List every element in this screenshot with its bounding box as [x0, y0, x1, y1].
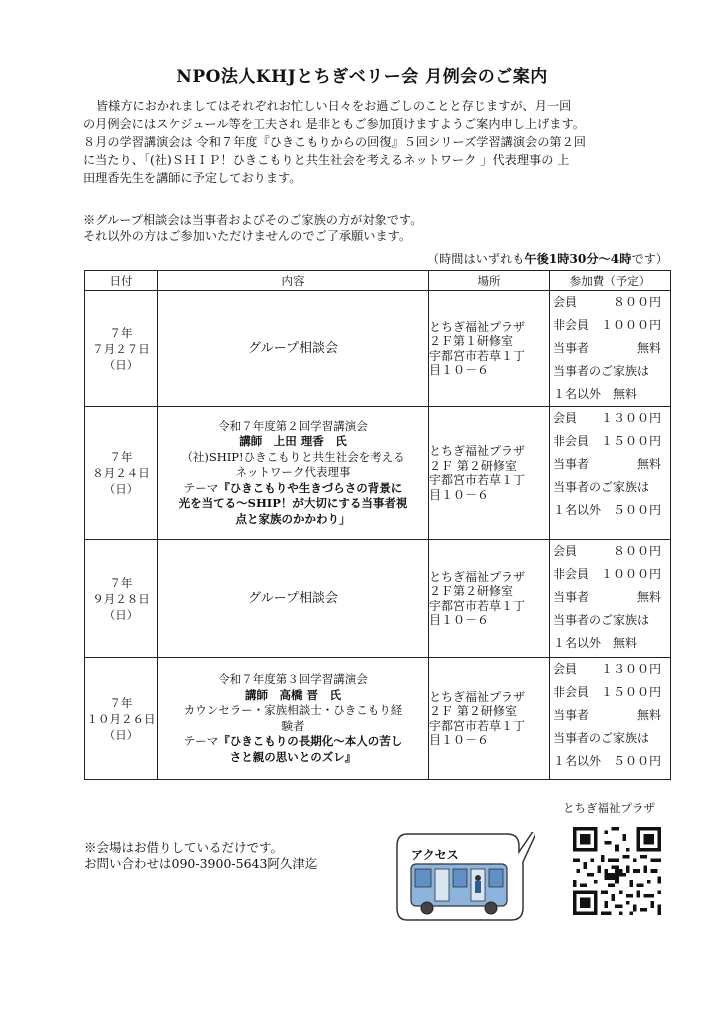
- footer: [84, 840, 317, 872]
- table-row: [85, 540, 671, 658]
- place-cell: [429, 540, 550, 658]
- fee-line: 当事者のご家族は: [553, 613, 650, 627]
- content-cell: [158, 658, 429, 780]
- table-row: [85, 291, 671, 407]
- place-line: とちぎ福祉プラザ: [429, 319, 526, 334]
- event-title: グループ相談会: [248, 590, 338, 606]
- fee-line: １名以外 無料: [553, 636, 638, 650]
- fee-line: 非会員 １５００円: [553, 685, 662, 699]
- footer-venue-note: ※会場はお借りしているだけです。: [84, 840, 284, 855]
- notice-line: ※グループ相談会は当事者およびそのご家族の方が対象です。: [83, 213, 423, 227]
- place-line: 宇都宮市若草１丁: [429, 473, 526, 487]
- date-day: ７月２７日: [92, 341, 150, 356]
- fee-line: １名以外 ５００円: [553, 503, 662, 517]
- fee-cell: [550, 407, 671, 540]
- fee-line: 当事者 無料: [553, 457, 662, 471]
- fee-line: 当事者のご家族は: [553, 731, 650, 745]
- footer-contact: お問い合わせは090-3900-5643阿久津迄: [84, 856, 318, 871]
- fee-line: 当事者のご家族は: [553, 480, 650, 494]
- qr-code-icon[interactable]: [573, 827, 661, 915]
- place-cell: [429, 407, 550, 540]
- place-line: ２Ｆ第１研修室: [429, 334, 514, 348]
- header-place: 場所: [429, 271, 550, 291]
- fee-line: 当事者 無料: [553, 708, 662, 722]
- lecturer-name: 講師 高橋 晋 氏: [244, 687, 341, 702]
- place-line: 宇都宮市若草１丁: [429, 598, 526, 613]
- date-day: ８月２４日: [92, 466, 150, 480]
- date-day: ９月２８日: [92, 591, 150, 606]
- fee-line: 当事者 無料: [553, 590, 662, 604]
- date-cell: [85, 658, 158, 780]
- intro-paragraph: [83, 97, 668, 187]
- fee-cell: [550, 291, 671, 407]
- access-label: アクセス: [411, 848, 459, 862]
- place-line: ２Ｆ 第２研修室: [429, 458, 517, 473]
- theme-text: さと親の思いとのズレ』: [229, 749, 357, 764]
- intro-line: に当たり、「(社)ＳＨＩＰ！ひきこもりと共生社会を考えるネットワーク 」代表理事の 上: [83, 153, 570, 167]
- content-cell: [158, 540, 429, 658]
- lecturer-role: 験者: [281, 718, 305, 733]
- place-line: とちぎ福祉プラザ: [429, 689, 526, 704]
- place-line: とちぎ福祉プラザ: [429, 569, 526, 584]
- date-day: １０月２６日: [86, 711, 156, 726]
- fee-line: １名以外 ５００円: [553, 754, 662, 768]
- date-year: ７年: [109, 325, 133, 340]
- place-line: 目１０－６: [429, 733, 490, 747]
- content-cell: [158, 291, 429, 407]
- intro-line: の月例会にはスケジュール等を工夫され 是非ともご参加頂けますようご案内申し上げます。: [83, 117, 585, 131]
- theme-text: 『ひきこもりの長期化～本人の苦し: [218, 734, 403, 748]
- time-note-time: 午後1時30分～4時: [524, 252, 632, 266]
- content-cell: [158, 407, 429, 540]
- place-line: 宇都宮市若草１丁: [429, 348, 526, 363]
- theme-text: 『ひきこもりや生きづらさの背景に: [218, 480, 403, 495]
- place-line: 目１０－６: [429, 487, 490, 502]
- lecture-title: 令和７年度第３回学習講演会: [218, 672, 368, 686]
- time-note-prefix: （時間はいずれも: [426, 252, 525, 266]
- lecturer-name: 講師 上田 理香 氏: [239, 434, 347, 449]
- date-cell: [85, 407, 158, 540]
- place-line: ２Ｆ 第２研修室: [429, 704, 517, 718]
- fee-line: 会員 １３００円: [553, 662, 662, 676]
- lecture-title: 令和７年度第２回学習講演会: [218, 418, 368, 433]
- place-line: 目１０－６: [429, 613, 490, 627]
- fee-line: １名以外 無料: [553, 387, 638, 401]
- lecturer-affiliation: （社)SHIP!ひきこもりと共生社会を考える: [181, 449, 405, 464]
- date-weekday: （日）: [103, 357, 139, 372]
- fee-line: 非会員 １５００円: [553, 434, 662, 448]
- fee-line: 当事者のご家族は: [553, 364, 650, 378]
- time-note: [427, 250, 668, 267]
- date-year: ７年: [109, 450, 133, 464]
- lecturer-affiliation: カウンセラー・家族相談士・ひきこもり経: [183, 703, 403, 717]
- schedule-table: [84, 270, 671, 780]
- date-cell: [85, 291, 158, 407]
- notice: [83, 212, 668, 244]
- fee-line: 会員 ８００円: [553, 295, 662, 309]
- fee-line: 会員 ８００円: [553, 544, 662, 558]
- notice-line: それ以外の方はご参加いただけませんのでご了承願います。: [83, 229, 412, 243]
- theme-text: 点と家族のかかわり」: [235, 511, 351, 526]
- fee-line: 非会員 １０００円: [553, 318, 662, 332]
- header-content: 内容: [158, 271, 429, 291]
- fee-line: 会員 １３００円: [553, 411, 662, 425]
- header-date: 日付: [85, 271, 158, 291]
- date-cell: [85, 540, 158, 658]
- place-cell: [429, 291, 550, 407]
- theme-label: テーマ: [183, 734, 219, 748]
- qr-label: とちぎ福祉プラザ: [563, 801, 655, 815]
- page-title: NPO法人KHJとちぎベリー会 月例会のご案内: [176, 67, 548, 87]
- table-row: [85, 407, 671, 540]
- fee-cell: [550, 658, 671, 780]
- bus-icon: [411, 864, 507, 914]
- place-line: 目１０－６: [429, 363, 490, 377]
- fee-line: 当事者 無料: [553, 341, 662, 355]
- date-weekday: （日）: [103, 727, 139, 742]
- theme-text: 光を当てる～SHIP！が大切にする当事者視: [178, 496, 408, 511]
- place-cell: [429, 658, 550, 780]
- fee-line: 非会員 １０００円: [553, 567, 662, 581]
- intro-line: ８月の学習講演会は 令和７年度『ひきこもりからの回復』５回シリーズ学習講演会の第２回: [83, 135, 586, 149]
- date-weekday: （日）: [103, 482, 139, 496]
- event-title: グループ相談会: [248, 340, 338, 356]
- date-year: ７年: [109, 575, 133, 590]
- table-row: [85, 658, 671, 780]
- date-weekday: （日）: [103, 607, 139, 622]
- intro-line: 皆様方におかれましてはそれぞれお忙しい日々をお過ごしのことと存じますが、月一回: [96, 99, 572, 113]
- place-line: とちぎ福祉プラザ: [429, 444, 526, 458]
- intro-line: 田理香先生を講師に予定しております。: [83, 171, 302, 185]
- time-note-suffix: です）: [631, 252, 668, 266]
- theme-label: テーマ: [183, 480, 219, 495]
- lecturer-role: ネットワーク代表理事: [235, 465, 351, 480]
- place-line: 宇都宮市若草１丁: [429, 718, 526, 733]
- fee-cell: [550, 540, 671, 658]
- header-fee: 参加費（予定）: [550, 271, 671, 291]
- place-line: ２Ｆ第２研修室: [429, 584, 514, 598]
- table-header-row: [85, 271, 671, 291]
- date-year: ７年: [109, 695, 133, 710]
